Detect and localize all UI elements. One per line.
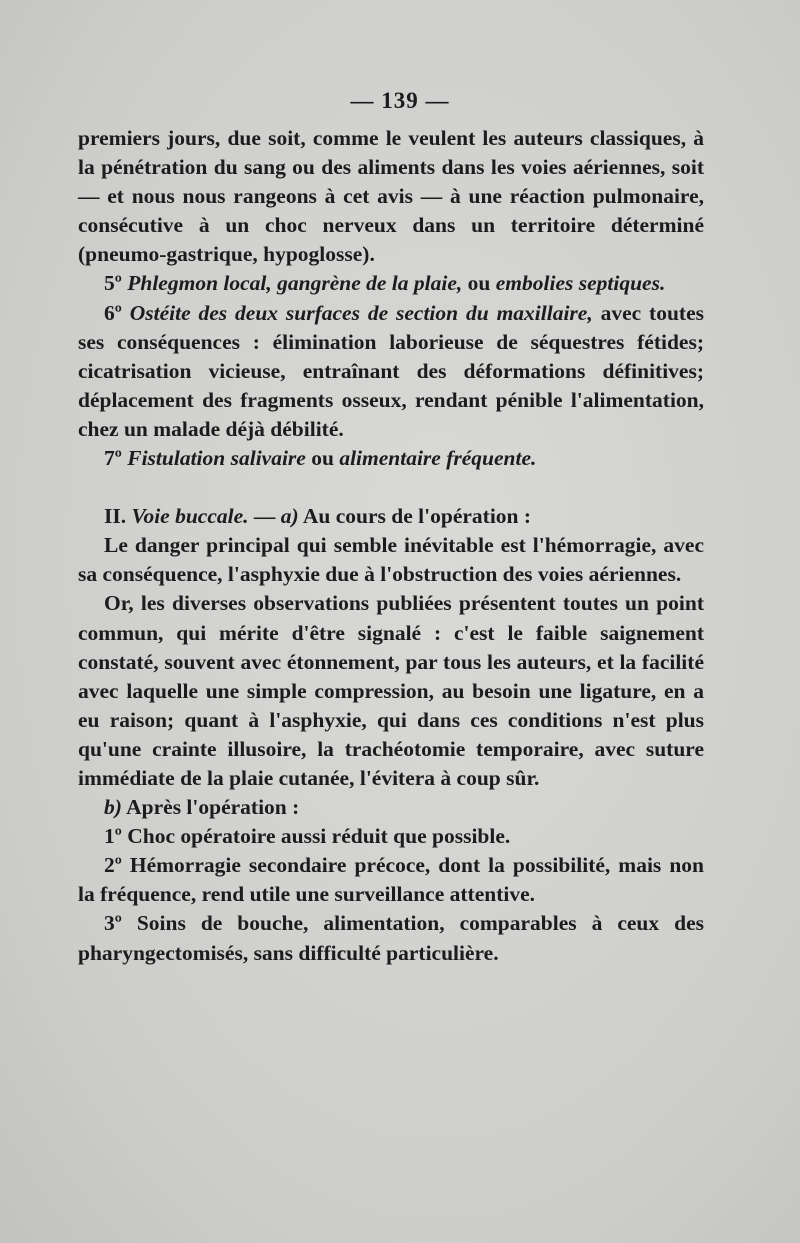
paragraph-complications-continued: premiers jours, due soit, comme le veulent les auteurs classiques, à la pénétration du sang ou des aliments dans les voies aériennes, soit — et nous nous rangeons à cet avis — à une réaction pulmonaire, consécutive à un choc nerveux dans un territoire déterminé (pneumo-gastrique, hypoglosse).	[78, 126, 704, 267]
item-description: avec toutes ses conséquences : élimination laborieuse de séquestres fétides; cicatrisation vicieuse, entraînant des déformations définitives; déplacement des fragments osseux, rendant pénible l'alimentation, chez un malade déjà débilité.	[78, 300, 704, 441]
paragraph-item-1: 1º Choc opératoire aussi réduit que possible.	[104, 824, 511, 849]
item-connector: ou	[467, 271, 491, 296]
section-gap	[78, 473, 704, 502]
section-heading-voie-buccale	[78, 502, 704, 531]
section-title: Voie buccale.	[131, 504, 249, 529]
page-number: — 139 —	[350, 88, 450, 113]
body-text	[78, 124, 704, 968]
paragraph-danger: Le danger principal qui semble inévitable est l'hémorragie, avec sa conséquence, l'asphyxie due à l'obstruction des voies aériennes.	[78, 533, 704, 587]
item-term: Ostéite des deux surfaces de section du maxillaire,	[129, 300, 593, 325]
subsection-title: Au cours de l'opération :	[302, 504, 532, 529]
subsection-letter: b)	[104, 795, 122, 820]
item-number: 7º	[104, 446, 122, 471]
section-dash: —	[253, 504, 276, 529]
item-term: Fistulation salivaire	[127, 446, 306, 471]
item-term: embolies septiques.	[495, 271, 666, 296]
item-connector: ou	[311, 446, 334, 471]
paragraph-item-3: 3º Soins de bouche, alimentation, comparables à ceux des pharyngectomisés, sans difficulté particulière.	[78, 911, 704, 965]
subsection-title: Après l'opération :	[126, 795, 300, 820]
paragraph-item-6	[78, 299, 704, 444]
paragraph-observations: Or, les diverses observations publiées présentent toutes un point commun, qui mérite d'être signalé : c'est le faible saignement constaté, souvent avec étonnement, par tous les auteurs, et la facilité avec laquelle une simple compression, au besoin une ligature, en a eu raison; quant à l'asphyxie, qui dans ces conditions n'est plus qu'une crainte illusoire, la trachéotomie temporaire, avec suture immédiate de la plaie cutanée, l'évitera à coup sûr.	[78, 591, 704, 790]
item-number: 5º	[104, 271, 122, 296]
paragraph-item-2: 2º Hémorragie secondaire précoce, dont la possibilité, mais non la fréquence, rend utile une surveillance attentive.	[78, 853, 704, 907]
section-number: II.	[104, 504, 127, 529]
subsection-heading-apres	[78, 793, 704, 822]
subsection-letter: a)	[280, 504, 299, 529]
item-term: alimentaire fréquente.	[339, 446, 537, 471]
paragraph-item-5	[78, 269, 704, 298]
item-term: Phlegmon local, gangrène de la plaie,	[127, 271, 463, 296]
item-number: 6º	[104, 300, 122, 325]
paragraph-item-7	[78, 444, 704, 473]
